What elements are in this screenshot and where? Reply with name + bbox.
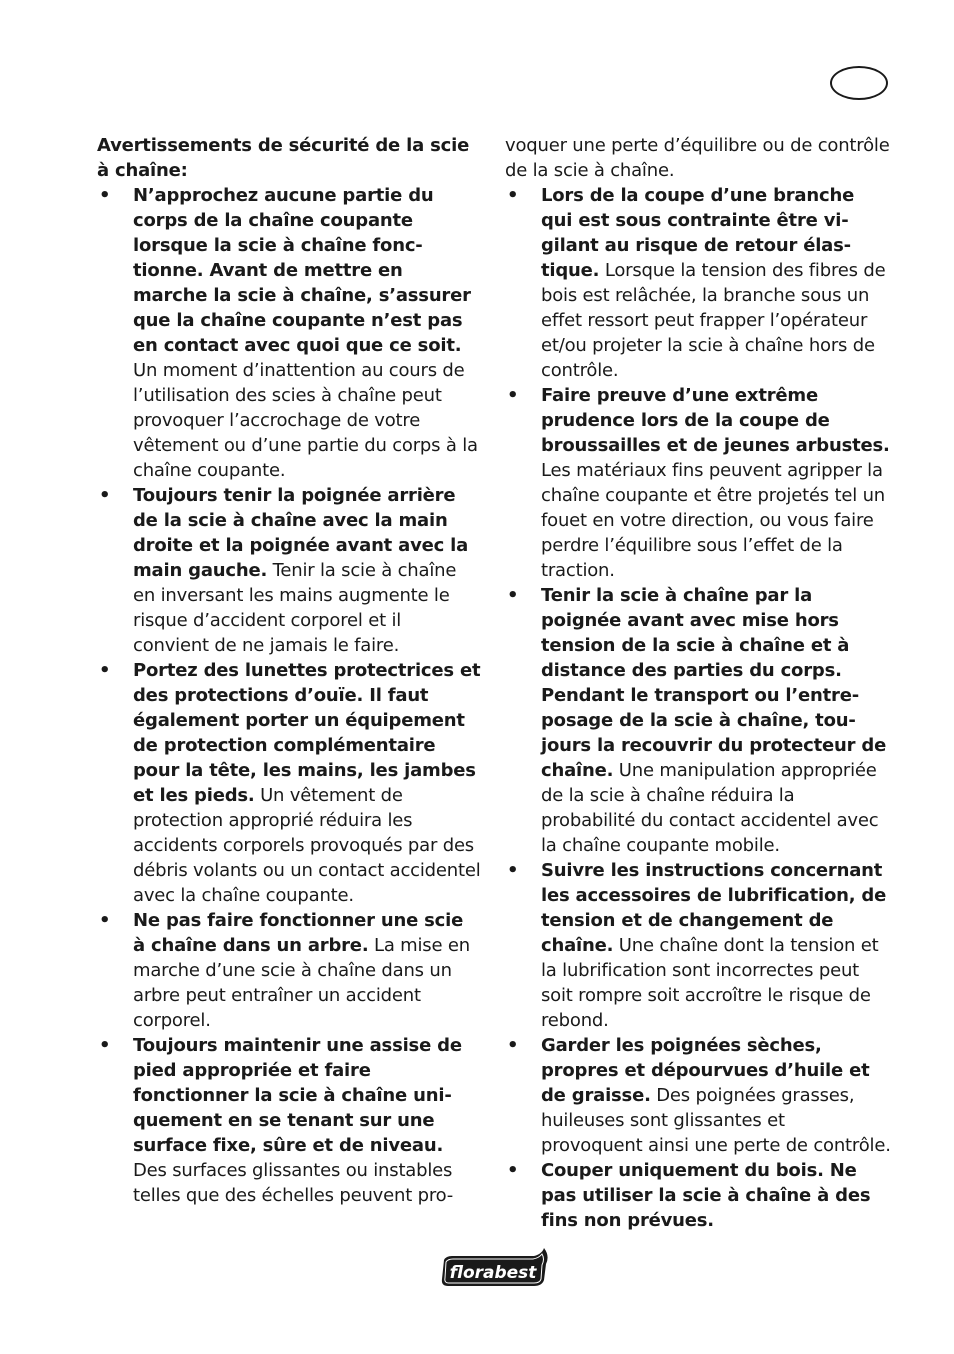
warning-bold-text: Garder les poignées sèches, propres et dépourvues d’huile et de graisse. (541, 1035, 870, 1106)
warning-bold-text: Portez des lunettes protectrices et des protections d’ouïe. Il faut également porter un équipement de protection complémentaire pour la tête, les mains, les jambes et les pieds. (133, 660, 481, 806)
warning-body-text: La mise en marche d’une scie à chaîne dans un arbre peut entraîner un accident corporel. (133, 935, 470, 1031)
right-warning-list (505, 183, 891, 1233)
bullet-icon: • (99, 485, 111, 506)
warning-body-text: Les matériaux fins peuvent agripper la chaîne coupante et être projetés tel un fouet en votre direction, ou vous faire perdre l’équilibre sous l’effet de la traction. (541, 460, 885, 581)
warning-item (505, 1158, 891, 1233)
warning-item (97, 658, 481, 908)
warning-bold-text: Couper uniquement du bois. Ne pas utiliser la scie à chaîne à des fins non prévues. (541, 1160, 871, 1231)
warning-bold-text: Toujours maintenir une assise de pied appropriée et faire fonctionner la scie à chaîne uniquement en se tenant sur une surface fixe, sûre et de niveau. (133, 1035, 462, 1156)
bullet-icon: • (507, 585, 519, 606)
warning-body-text: Tenir la scie à chaîne en inversant les mains augmente le risque d’accident corporel et il convient de ne jamais le faire. (133, 560, 457, 656)
warning-body-text: Des surfaces glissantes ou instables telles que des échelles peuvent pro- (133, 1160, 454, 1206)
warning-item (505, 383, 891, 583)
warning-body-text: Un moment d’inattention au cours de l’utilisation des scies à chaîne peut provoquer l’accrochage de votre vêtement ou d’une partie du corps à la chaîne coupante. (133, 360, 478, 481)
warning-bold-text: Ne pas faire fonctionner une scie à chaîne dans un arbre. (133, 910, 464, 956)
bullet-icon: • (99, 660, 111, 681)
warning-body-text: Une chaîne dont la tension et la lubrification sont incorrectes peut soit rompre soit accroître le risque de rebond. (541, 935, 879, 1031)
warning-bold-text: Lors de la coupe d’une branche qui est sous contrainte être vigilant au risque de retour élastique. (541, 185, 855, 281)
bullet-icon: • (507, 1160, 519, 1181)
bullet-icon: • (507, 185, 519, 206)
language-badge (830, 66, 888, 100)
bullet-icon: • (99, 910, 111, 931)
warning-item (97, 183, 481, 483)
warning-item (505, 1033, 891, 1158)
logo-text: florabest (449, 1263, 537, 1283)
warning-bold-text: N’approchez aucune partie du corps de la chaîne coupante lorsque la scie à chaîne fonctionne. Avant de mettre en marche la scie à chaîne, s’assurer que la chaîne coupante n’est pas en contact avec quoi que ce soit. (133, 185, 471, 356)
warning-item (505, 183, 891, 383)
left-warning-list (97, 183, 481, 1208)
bullet-icon: • (507, 1035, 519, 1056)
bullet-icon: • (99, 1035, 111, 1056)
bullet-icon: • (507, 860, 519, 881)
warning-item (505, 583, 891, 858)
right-column (505, 133, 891, 1233)
warning-item (97, 483, 481, 658)
warning-item (97, 908, 481, 1033)
warning-body-text: Une manipulation appropriée de la scie à chaîne réduira la probabilité du contact accidentel avec la chaîne coupante mobile. (541, 760, 879, 856)
warning-body-text: Des poignées grasses, huileuses sont glissantes et provoquent ainsi une perte de contrôle. (541, 1085, 891, 1156)
warning-bold-text: Suivre les instructions concernant les accessoires de lubrification, de tension et de changement de chaîne. (541, 860, 887, 956)
warning-body-text: Lorsque la tension des fibres de bois est relâchée, la branche sous un effet ressort peut frapper l’opérateur et/ou projeter la scie à chaîne hors de contrôle. (541, 260, 886, 381)
warning-item (505, 858, 891, 1033)
warning-bold-text: Tenir la scie à chaîne par la poignée avant avec mise hors tension de la scie à chaîne et à distance des parties du corps. Pendant le transport ou l’entreposage de la scie à chaîne, toujours la recouvrir du protecteur de chaîne. (541, 585, 887, 781)
continuation-text: voquer une perte d’équilibre ou de contrôle de la scie à chaîne. (505, 135, 890, 181)
bullet-icon: • (507, 385, 519, 406)
warning-bold-text: Faire preuve d’une extrême prudence lors de la coupe de broussailles et de jeunes arbustes. (541, 385, 890, 456)
section-heading: Avertissements de sécurité de la scie à chaîne: (97, 135, 470, 181)
left-column (97, 133, 481, 1208)
bullet-icon: • (99, 185, 111, 206)
warning-bold-text: Toujours tenir la poignée arrière de la scie à chaîne avec la main droite et la poignée avant avec la main gauche. (133, 485, 469, 581)
warning-item (97, 1033, 481, 1208)
florabest-logo (438, 1246, 552, 1288)
warning-body-text: Un vêtement de protection approprié réduira les accidents corporels provoqués par des débris volants ou un contact accidentel avec la chaîne coupante. (133, 785, 481, 906)
